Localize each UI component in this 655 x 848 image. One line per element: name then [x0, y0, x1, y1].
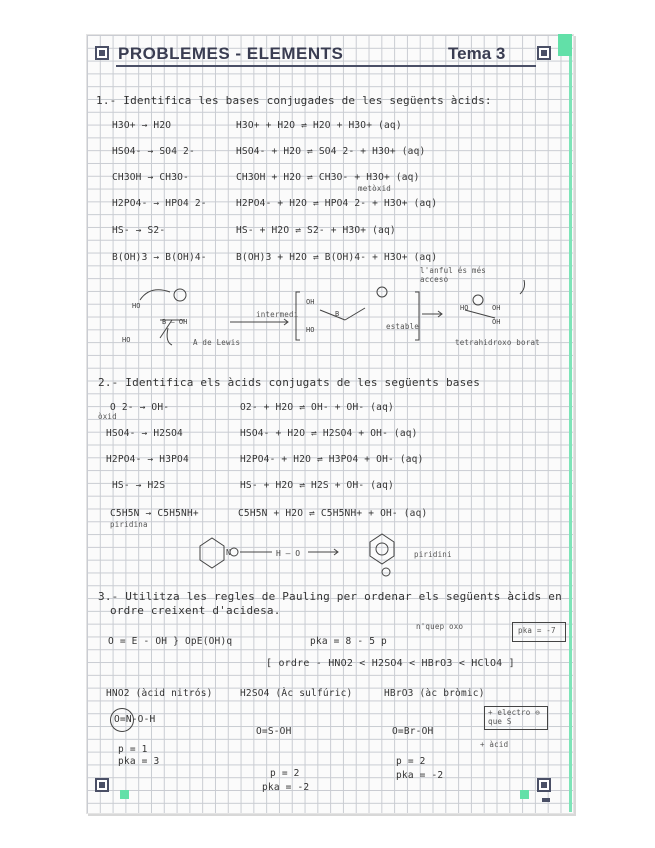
q2-equation: HSO4- + H2O ⇌ H2SO4 + OH- (aq)	[240, 428, 418, 439]
question-3-heading: 3.- Utilitza les regles de Pauling per ordenar els següents àcids en	[98, 590, 562, 603]
green-corner-tab	[558, 34, 572, 56]
svg-text:B — OH: B — OH	[162, 318, 188, 326]
corner-square-icon	[95, 778, 109, 792]
q1-conversion: H3O+ → H2O	[112, 120, 172, 131]
q1-equation: CH3OH + H2O ⇌ CH3O- + H3O+ (aq)	[236, 172, 420, 183]
corner-dash-mark	[542, 798, 550, 802]
acid-name: HBrO3 (àc bròmic)	[384, 688, 485, 699]
svg-text:HO: HO	[132, 302, 141, 310]
corner-square-icon	[95, 46, 109, 60]
stable-note: estable	[386, 322, 420, 331]
q1-conversion: CH3OH → CH3O-	[112, 172, 189, 183]
q2-equation: H2PO4- + H2O ⇌ H3PO4 + OH- (aq)	[240, 454, 424, 465]
intermediate-note: intermedi	[256, 310, 299, 319]
lewis-acid-note: A de Lewis	[193, 338, 241, 347]
acid-structure: O=N-O-H	[114, 714, 156, 725]
svg-text:N: N	[226, 548, 231, 557]
tetrahydroxoborate-note: tetrahidroxo borat	[455, 338, 540, 347]
q2-equation: HS- + H2O ⇌ H2S + OH- (aq)	[240, 480, 394, 491]
metoxid-note: metòxid	[358, 184, 392, 193]
pka-minus-7: pka = -7	[518, 626, 556, 635]
page-title: PROBLEMES - ELEMENTS	[118, 44, 344, 63]
q1-conversion: HSO4- → SO4 2-	[112, 146, 195, 157]
q2-equation: C5H5N + H2O ⇌ C5H5NH+ + OH- (aq)	[238, 508, 428, 519]
q1-conversion: H2PO4- → HPO4 2-	[112, 198, 207, 209]
acid-pka-value: pka = -2	[262, 782, 310, 793]
acid-pka-value: pka = 3	[118, 756, 160, 767]
corner-square-icon	[537, 46, 551, 60]
pauling-formula: O = E - OH } OpE(OH)q	[108, 636, 233, 647]
question-3-heading-cont: ordre creixent d'acidesa.	[110, 604, 281, 617]
acid-p-value: p = 2	[396, 756, 426, 767]
acidity-order: [ ordre - HNO2 < H2SO4 < HBrO3 < HClO4 ]	[266, 658, 515, 669]
topic-label: Tema 3	[448, 44, 506, 63]
svg-text:OH: OH	[306, 298, 315, 306]
q2-conversion: HSO4- → H2SO4	[106, 428, 183, 439]
more-acid-note: + àcid	[480, 740, 509, 749]
q2-conversion: C5H5N → C5H5NH+	[110, 508, 199, 519]
corner-square-icon	[537, 778, 551, 792]
q1-equation: H2PO4- + H2O ⇌ HPO4 2- + H3O+ (aq)	[236, 198, 438, 209]
q2-conversion: O 2- → OH-	[110, 402, 170, 413]
q1-conversion: HS- → S2-	[112, 225, 166, 236]
q1-conversion: B(OH)3 → B(OH)4-	[112, 252, 207, 263]
svg-text:H — O: H — O	[276, 549, 301, 558]
oxo-note: n'quep oxo	[416, 622, 464, 631]
pka-rule: pka = 8 - 5 p	[310, 636, 387, 647]
acid-structure: O=Br-OH	[392, 726, 434, 737]
acid-name: H2SO4 (Àc sulfúric)	[240, 688, 353, 699]
q2-conversion: HS- → H2S	[112, 480, 166, 491]
svg-text:B: B	[335, 310, 340, 318]
acid-name: HNO2 (àcid nitrós)	[106, 688, 213, 699]
anion-note: l'anful és més acceso	[420, 266, 487, 284]
pyridine-sketch	[190, 532, 440, 582]
q1-equation: HSO4- + H2O ⇌ SO4 2- + H3O+ (aq)	[236, 146, 426, 157]
q2-conversion: H2PO4- → H3PO4	[106, 454, 189, 465]
svg-text:HO: HO	[122, 336, 131, 344]
q1-equation: HS- + H2O ⇌ S2- + H3O+ (aq)	[236, 225, 396, 236]
svg-text:HO: HO	[306, 326, 315, 334]
svg-text:OH: OH	[492, 304, 501, 312]
electronegativity-note: + electro ⊖ que S	[488, 708, 540, 726]
svg-text:HO: HO	[460, 304, 469, 312]
question-2-heading: 2.- Identifica els àcids conjugats de les següents bases	[98, 376, 481, 389]
svg-text:OH: OH	[492, 318, 501, 326]
pyridinium-label: piridini	[414, 550, 452, 559]
acid-p-value: p = 2	[270, 768, 300, 779]
pyridine-label: piridina	[110, 520, 148, 529]
acid-structure: O=S-OH	[256, 726, 292, 737]
green-square-mark	[520, 790, 529, 799]
q1-equation: B(OH)3 + H2O ⇌ B(OH)4- + H3O+ (aq)	[236, 252, 438, 263]
title-underline	[116, 65, 536, 67]
q1-equation: H3O+ + H2O ⇌ H2O + H3O+ (aq)	[236, 120, 402, 131]
green-edge-strip	[569, 34, 572, 812]
question-1-heading: 1.- Identifica les bases conjugades de les següents àcids:	[96, 94, 492, 107]
q2-equation: O2- + H2O ⇌ OH- + OH- (aq)	[240, 402, 394, 413]
oxide-note: òxid	[98, 412, 117, 421]
acid-pka-value: pka = -2	[396, 770, 444, 781]
acid-p-value: p = 1	[118, 744, 148, 755]
green-square-mark	[120, 790, 129, 799]
